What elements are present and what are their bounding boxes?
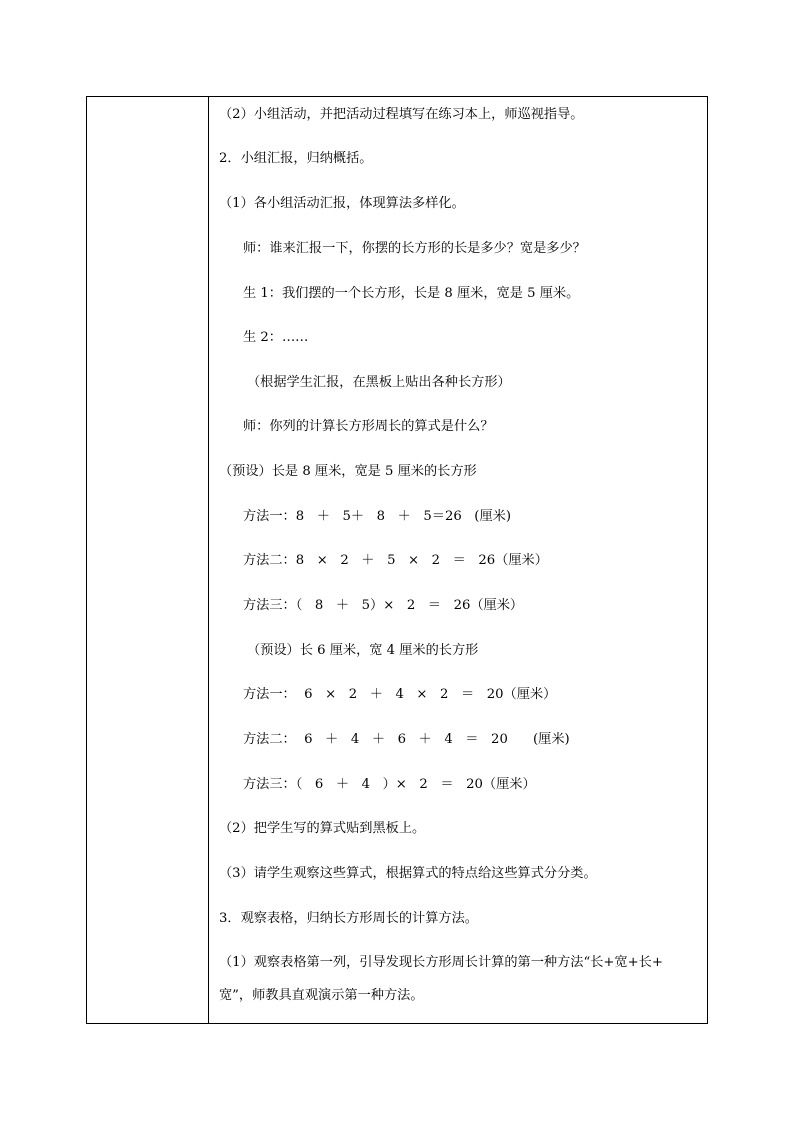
section-3-heading: 3．观察表格，归纳长方形周长的计算方法。 <box>219 911 478 926</box>
content-cell <box>209 97 707 1023</box>
student-1-answer: 生 1：我们摆的一个长方形，长是 8 厘米，宽是 5 厘米。 <box>243 286 580 301</box>
preset-rectangle-2: （预设）长 6 厘米，宽 4 厘米的长方形 <box>247 643 479 658</box>
student-2-answer: 生 2：…… <box>243 330 309 345</box>
method-2-a: 方法二：8 × 2 ＋ 5 × 2 ＝ 26（厘米） <box>243 553 548 568</box>
left-column-cell <box>87 97 208 1023</box>
preset-rectangle-1: （预设）长是 8 厘米，宽是 5 厘米的长方形 <box>219 464 477 479</box>
method-1-b: 方法一： 6 × 2 ＋ 4 × 2 ＝ 20（厘米） <box>243 687 557 702</box>
classify-formulas-item: （3）请学生观察这些算式，根据算式的特点给这些算式分分类。 <box>219 866 597 881</box>
board-note: （根据学生汇报，在黑板上贴出各种长方形） <box>247 375 511 390</box>
observe-table-line-1: （1）观察表格第一列，引导发现长方形周长计算的第一种方法“长+宽+长+ <box>219 955 663 970</box>
teacher-question-2: 师：你列的计算长方形周长的算式是什么？ <box>243 419 494 434</box>
method-3-b: 方法三：（ 6 ＋ 4 ）× 2 ＝ 20（厘米） <box>243 777 536 792</box>
post-formulas-item: （2）把学生写的算式贴到黑板上。 <box>219 821 426 836</box>
teacher-question-1: 师：谁来汇报一下，你摆的长方形的长是多少？宽是多少？ <box>243 241 586 256</box>
method-2-b: 方法二： 6 ＋ 4 ＋ 6 ＋ 4 ＝ 20 (厘米) <box>243 732 570 747</box>
group-report-item: （1）各小组活动汇报，体现算法多样化。 <box>219 196 465 211</box>
step-2-group-activity: （2）小组活动，并把活动过程填写在练习本上，师巡视指导。 <box>219 107 584 122</box>
method-1-a: 方法一：8 ＋ 5＋ 8 ＋ 5＝26 (厘米) <box>243 509 511 524</box>
lesson-table <box>86 96 708 1024</box>
section-2-heading: 2．小组汇报，归纳概括。 <box>219 151 373 166</box>
method-3-a: 方法三：（ 8 ＋ 5）× 2 ＝ 26（厘米） <box>243 598 524 613</box>
observe-table-line-2: 宽”，师教具直观演示第一种方法。 <box>219 988 424 1003</box>
